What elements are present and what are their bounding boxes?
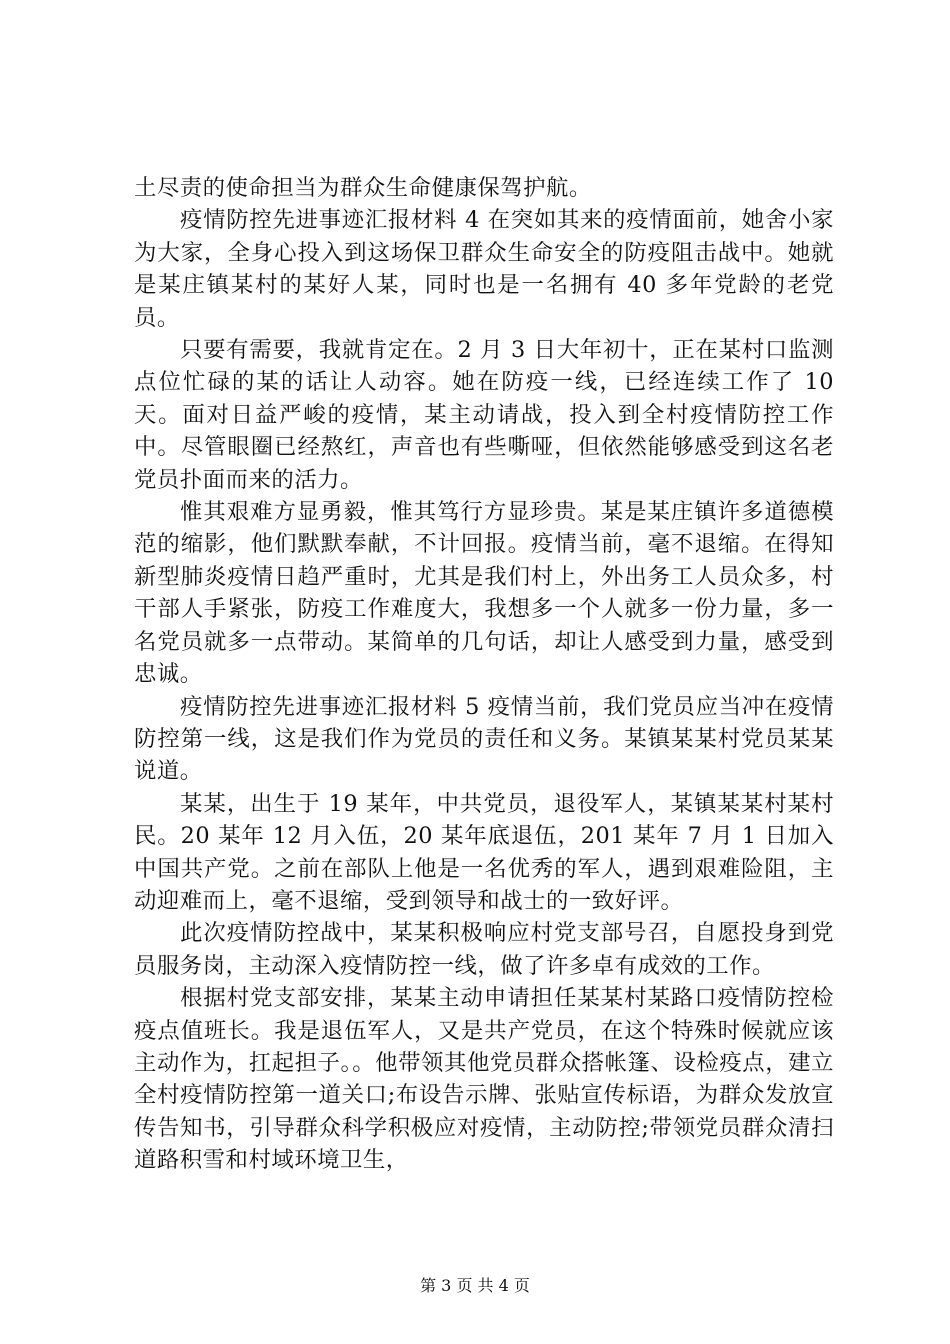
paragraph-5: 疫情防控先进事迹汇报材料 5 疫情当前，我们党员应当冲在疫情防控第一线，这是我们作为党员的责任和义务。某镇某某村党员某某说道。 [134, 693, 834, 785]
page-footer [0, 1276, 950, 1296]
paragraph-4: 惟其艰难方显勇毅，惟其笃行方显珍贵。某是某庄镇许多道德模范的缩影，他们默默奉献，不计回报。疫情当前，毫不退缩。在得知新型肺炎疫情日趋严重时，尤其是我们村上，外出务工人员众多，村干部人手紧张，防疫工作难度大，我想多一个人就多一份力量，多一名党员就多一点带动。某简单的几句话，却让人感受到力量，感受到忠诚。 [134, 499, 834, 688]
paragraph-1: 土尽责的使命担当为群众生命健康保驾护航。 [134, 175, 592, 201]
document-body [134, 172, 834, 1177]
paragraph-6: 某某，出生于 19 某年，中共党员，退役军人，某镇某某村某村民。20 某年 12 月入伍，20 某年底退伍，201 某年 7 月 1 日加入中国共产党。之前在部队上他是一名优秀的军人，遇到艰难险阻，主动迎难而上，毫不退缩，受到领导和战士的一致好评。 [134, 790, 834, 914]
paragraph-3: 只要有需要，我就肯定在。2 月 3 日大年初十，正在某村口监测点位忙碌的某的话让人动容。她在防疫一线，已经连续工作了 10 天。面对日益严峻的疫情，某主动请战，投入到全村疫情防控工作中。尽管眼圈已经熬红，声音也有些嘶哑，但依然能够感受到这名老党员扑面而来的活力。 [134, 337, 834, 493]
page-number-label: 第 3 页 共 4 页 [420, 1276, 530, 1295]
paragraph-7: 此次疫情防控战中，某某积极响应村党支部号召，自愿投身到党员服务岗，主动深入疫情防控一线，做了许多卓有成效的工作。 [134, 920, 834, 979]
paragraph-2: 疫情防控先进事迹汇报材料 4 在突如其来的疫情面前，她舍小家为大家，全身心投入到这场保卫群众生命安全的防疫阻击战中。她就是某庄镇某村的某好人某，同时也是一名拥有 40 多年党龄的老党员。 [134, 207, 834, 331]
paragraph-8: 根据村党支部安排，某某主动申请担任某某村某路口疫情防控检疫点值班长。我是退伍军人，又是共产党员，在这个特殊时候就应该主动作为，扛起担子。。他带领其他党员群众搭帐篷、设检疫点，建立全村疫情防控第一道关口;布设告示牌、张贴宣传标语，为群众发放宣传告知书，引导群众科学积极应对疫情，主动防控;带领党员群众清扫道路积雪和村域环境卫生， [134, 985, 834, 1174]
